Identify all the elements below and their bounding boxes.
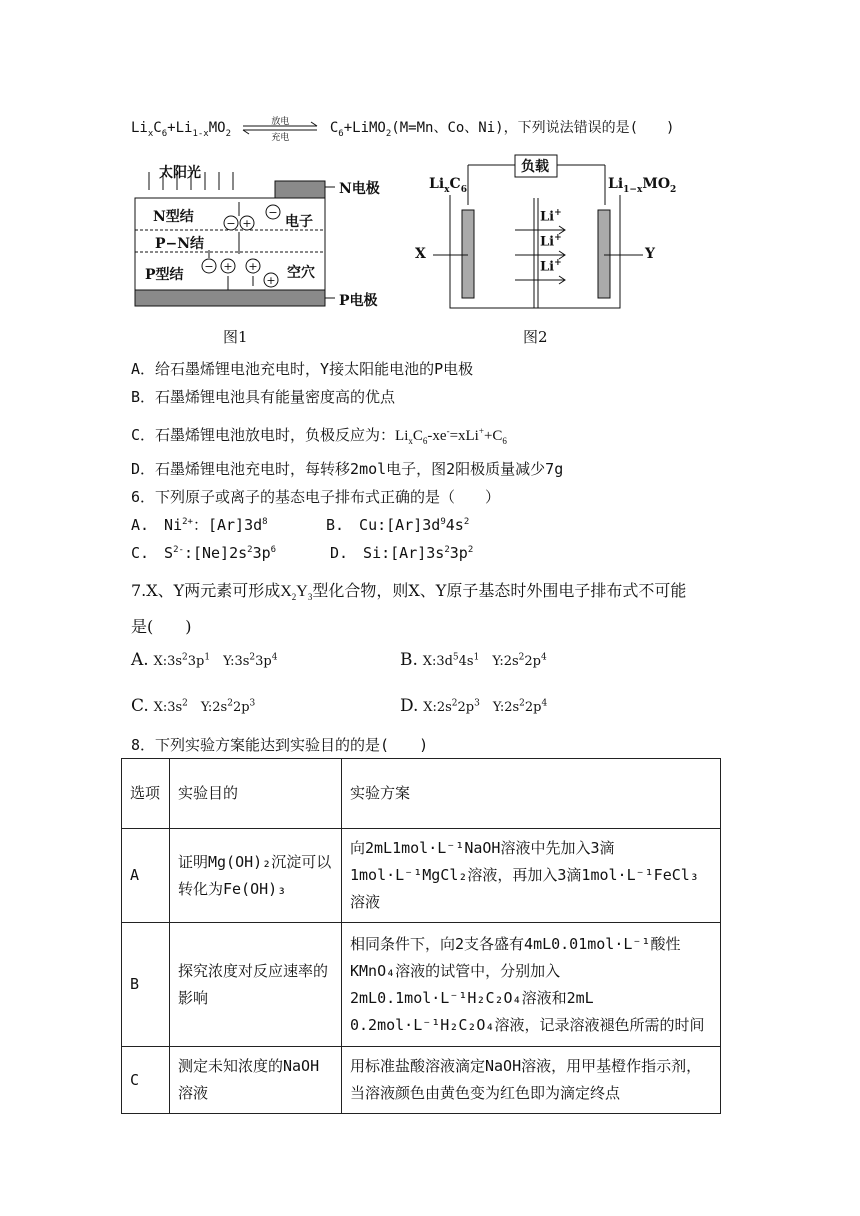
left-electrode-label: $Li_xC_6$ — [429, 176, 467, 195]
battery-equation: $Li_xC_6+Li_{1-x}MO_2$ 放电 充电 $C_6+LiMO_2(M=Mn$、Co、Ni)，下列说法错误的是( ) — [131, 117, 675, 143]
row-option: B — [122, 923, 170, 1047]
right-electrode-label: $Li_{1-x}MO_2$ — [608, 176, 677, 195]
row-goal: 证明Mg(OH)₂沉淀可以转化为Fe(OH)₃ — [170, 829, 342, 923]
row-option: C — [122, 1047, 170, 1114]
figure-1-solar-cell — [125, 160, 415, 345]
table-row — [122, 1047, 721, 1114]
row-plan: 用标准盐酸溶液滴定NaOH溶液，用甲基橙作指示剂，当溶液颜色由黄色变为红色即为滴定终点 — [342, 1047, 721, 1114]
q7-stem: 7.X、Y两元素可形成$X_2Y_3$型化合物，则X、Y原子基态时外围电子排布式不可能 — [131, 581, 687, 603]
hole-label: 空穴 — [287, 265, 315, 281]
load-label: 负载 — [521, 159, 549, 175]
p-electrode-label: P电极 — [339, 293, 378, 309]
ion-label-2: Li+ — [540, 233, 562, 250]
q6-option-c: C. $S^{2-}:[Ne]2s^23p^6$ — [131, 544, 277, 562]
row-plan: 相同条件下，向2支各盛有4mL0.01mol·L⁻¹酸性KMnO₄溶液的试管中，分别加入2mL0.1mol·L⁻¹H₂C₂O₄溶液和2mL 0.2mol·L⁻¹H₂C₂O₄溶液，记录溶液褪色所需的时间 — [342, 923, 721, 1047]
q6-option-a: A. $Ni^{2+}$：$[Ar]3d^8$ — [131, 516, 268, 534]
figure-1-caption: 图1 — [223, 328, 248, 346]
figure-2-battery — [415, 150, 675, 345]
q6-option-b: B. $Cu:[Ar]3d^94s^2$ — [326, 516, 470, 534]
table-row — [122, 829, 721, 923]
q5-option-a: A．给石墨烯锂电池充电时，Y接太阳能电池的P电极 — [131, 360, 474, 378]
y-label: Y — [645, 246, 655, 262]
svg-text:+: + — [266, 274, 276, 287]
svg-text:+: + — [248, 260, 258, 273]
sunlight-label: 太阳光 — [159, 165, 201, 181]
svg-text:+: + — [223, 260, 233, 273]
svg-text:−: − — [226, 217, 236, 230]
header-plan: 实验方案 — [342, 759, 721, 829]
q5-option-d: D．石墨烯锂电池充电时，每转移2mol电子，图2阳极质量减少7g — [131, 460, 564, 478]
ion-label-1: Li+ — [540, 208, 562, 225]
n-junction-label: N型结 — [153, 209, 194, 225]
row-option: A — [122, 829, 170, 923]
p-junction-label: P型结 — [145, 267, 184, 283]
q7-option-d: D. $X:2s^22p^3$ $Y:2s^22p^4$ — [400, 696, 548, 716]
table-row — [122, 923, 721, 1047]
svg-text:−: − — [204, 260, 214, 273]
q5-option-b: B．石墨烯锂电池具有能量密度高的优点 — [131, 388, 396, 406]
x-label: X — [415, 246, 426, 262]
q7-stem-cont: 是( ) — [131, 617, 192, 636]
q8-table — [121, 758, 721, 1114]
q5-option-c: C．石墨烯锂电池放电时，负极反应为：$Li_xC_6-xe^-=xLi^++C_6$ — [131, 426, 507, 446]
q7-option-b: B. $X:3d^54s^1$ $Y:2s^22p^4$ — [400, 650, 547, 670]
row-plan: 向2mL1mol·L⁻¹NaOH溶液中先加入3滴1mol·L⁻¹MgCl₂溶液，再加入3滴1mol·L⁻¹FeCl₃溶液 — [342, 829, 721, 923]
svg-text:−: − — [268, 206, 278, 219]
n-electrode-label: N电极 — [339, 181, 380, 197]
q8-stem: 8．下列实验方案能达到实验目的的是( ) — [131, 736, 429, 754]
q7-option-c: C. $X:3s^2$ $Y:2s^22p^3$ — [131, 696, 256, 716]
electron-label: 电子 — [285, 214, 313, 230]
figure-2-caption: 图2 — [523, 328, 548, 346]
table-header-row — [122, 759, 721, 829]
svg-text:+: + — [242, 217, 252, 230]
header-goal: 实验目的 — [170, 759, 342, 829]
header-option: 选项 — [122, 759, 170, 829]
row-goal: 测定未知浓度的NaOH溶液 — [170, 1047, 342, 1114]
row-goal: 探究浓度对反应速率的影响 — [170, 923, 342, 1047]
q7-option-a: A. $X:3s^23p^1$ $Y:3s^23p^4$ — [131, 650, 278, 670]
ion-label-3: Li+ — [540, 258, 562, 275]
q6-stem: 6．下列原子或离子的基态电子排布式正确的是（ ） — [131, 488, 501, 506]
q6-option-d: D. $Si:[Ar]3s^23p^2$ — [330, 544, 474, 562]
pn-junction-label: P−N结 — [155, 236, 205, 252]
reversible-arrow: 放电 充电 — [241, 116, 319, 140]
